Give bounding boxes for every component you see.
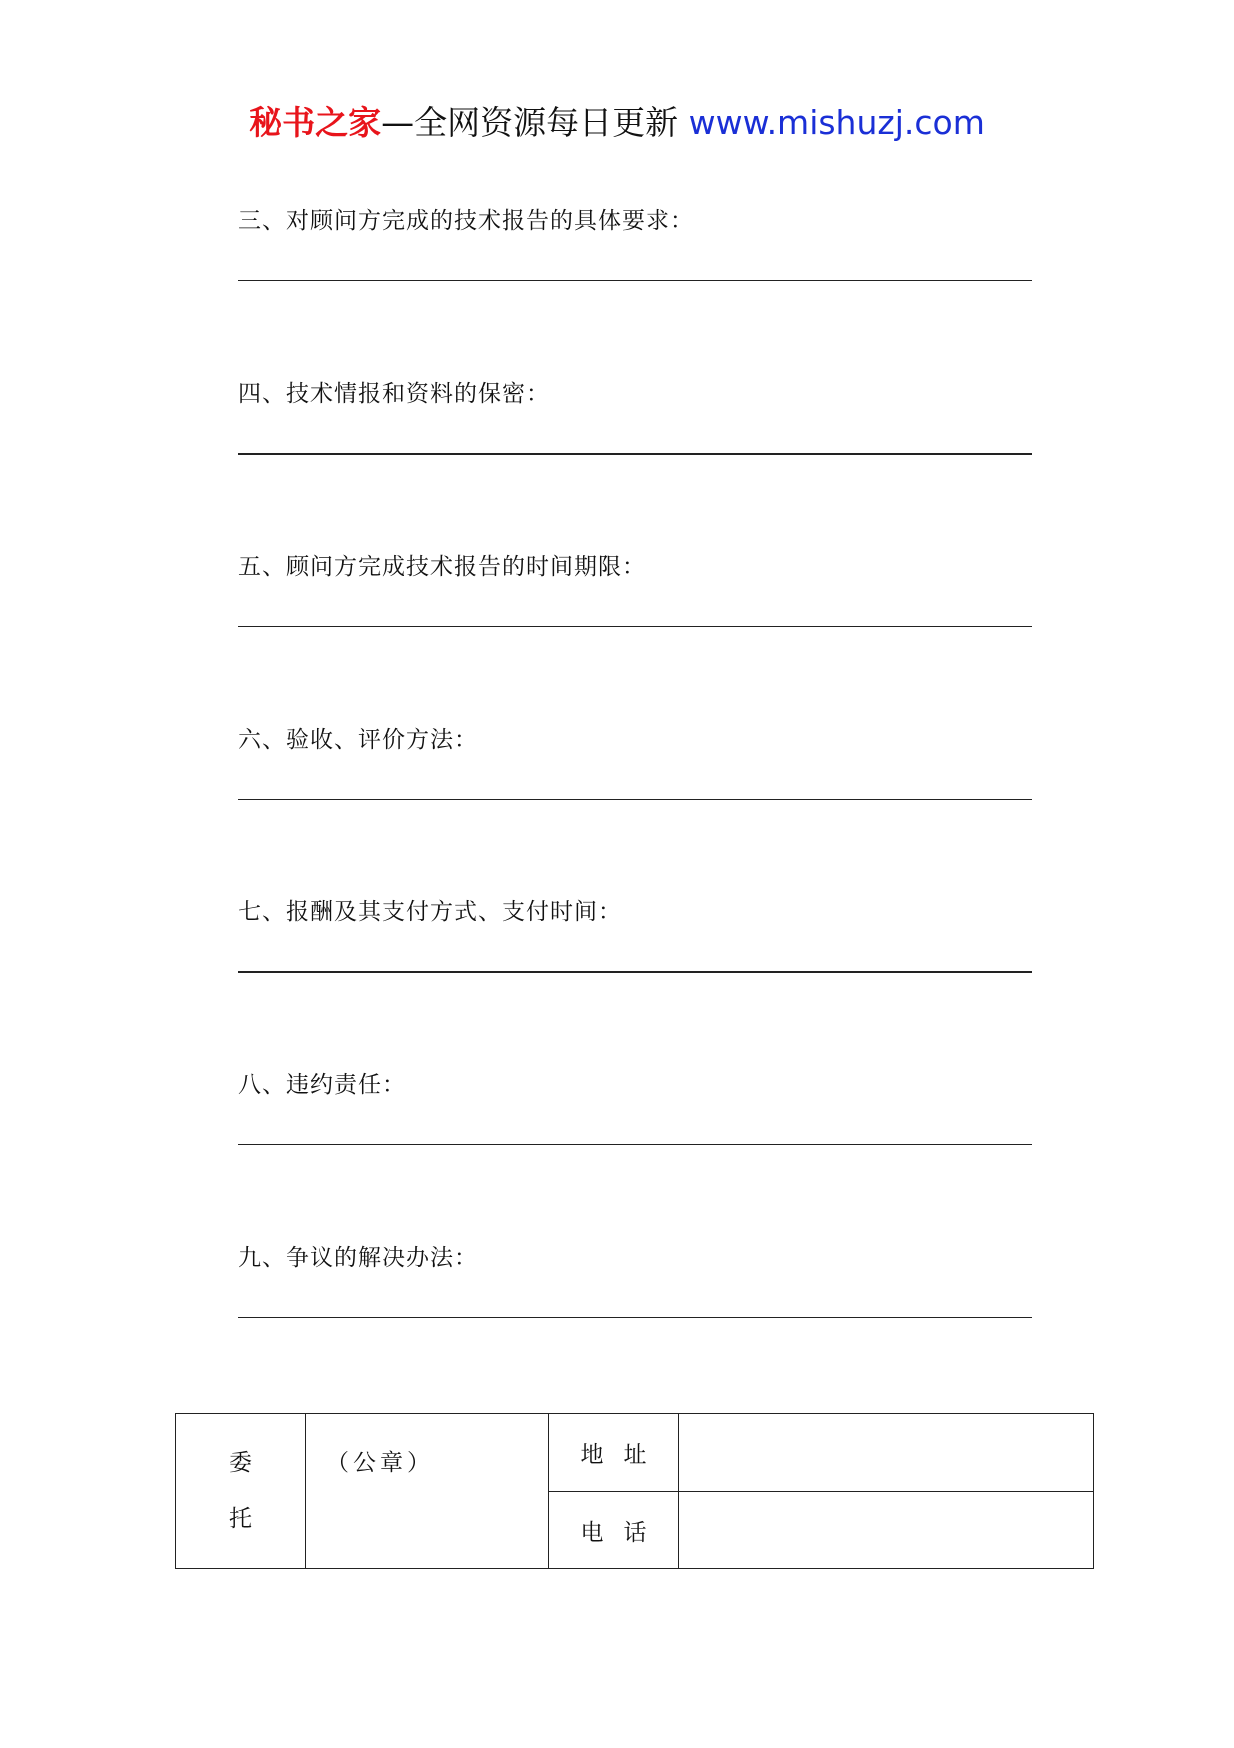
phone-label-cell — [549, 1492, 679, 1569]
phone-label: 电话 — [580, 1519, 667, 1546]
seal-cell[interactable] — [306, 1414, 549, 1569]
section-heading: 五、顾问方完成技术报告的时间期限： — [238, 554, 646, 580]
blank-fill-line[interactable] — [238, 971, 1032, 973]
section-heading: 八、违约责任： — [238, 1072, 406, 1098]
section-heading: 六、验收、评价方法： — [238, 727, 478, 753]
section-heading: 三、对顾问方完成的技术报告的具体要求： — [238, 208, 694, 234]
party-label-char: 委 — [229, 1450, 252, 1476]
party-label-cell — [176, 1414, 306, 1569]
site-url-link[interactable]: www.mishuzj.com — [688, 103, 985, 142]
address-value-cell[interactable] — [679, 1414, 1094, 1492]
phone-value-cell[interactable] — [679, 1492, 1094, 1569]
page-header — [0, 100, 1234, 146]
party-label-char: 托 — [229, 1506, 252, 1532]
blank-fill-line[interactable] — [238, 1317, 1032, 1318]
blank-fill-line[interactable] — [238, 1144, 1032, 1145]
blank-fill-line[interactable] — [238, 453, 1032, 455]
signature-table — [175, 1413, 1094, 1569]
address-label: 地址 — [580, 1442, 667, 1468]
blank-fill-line[interactable] — [238, 799, 1032, 800]
header-tagline: —全网资源每日更新 — [381, 103, 679, 142]
section-heading: 九、争议的解决办法： — [238, 1245, 478, 1271]
blank-fill-line[interactable] — [238, 280, 1032, 281]
seal-label: （公章） — [326, 1450, 434, 1476]
brand-name: 秘书之家 — [249, 103, 382, 142]
section-heading: 七、报酬及其支付方式、支付时间： — [238, 899, 622, 925]
blank-fill-line[interactable] — [238, 626, 1032, 627]
section-heading: 四、技术情报和资料的保密： — [238, 381, 550, 407]
address-label-cell — [549, 1414, 679, 1492]
